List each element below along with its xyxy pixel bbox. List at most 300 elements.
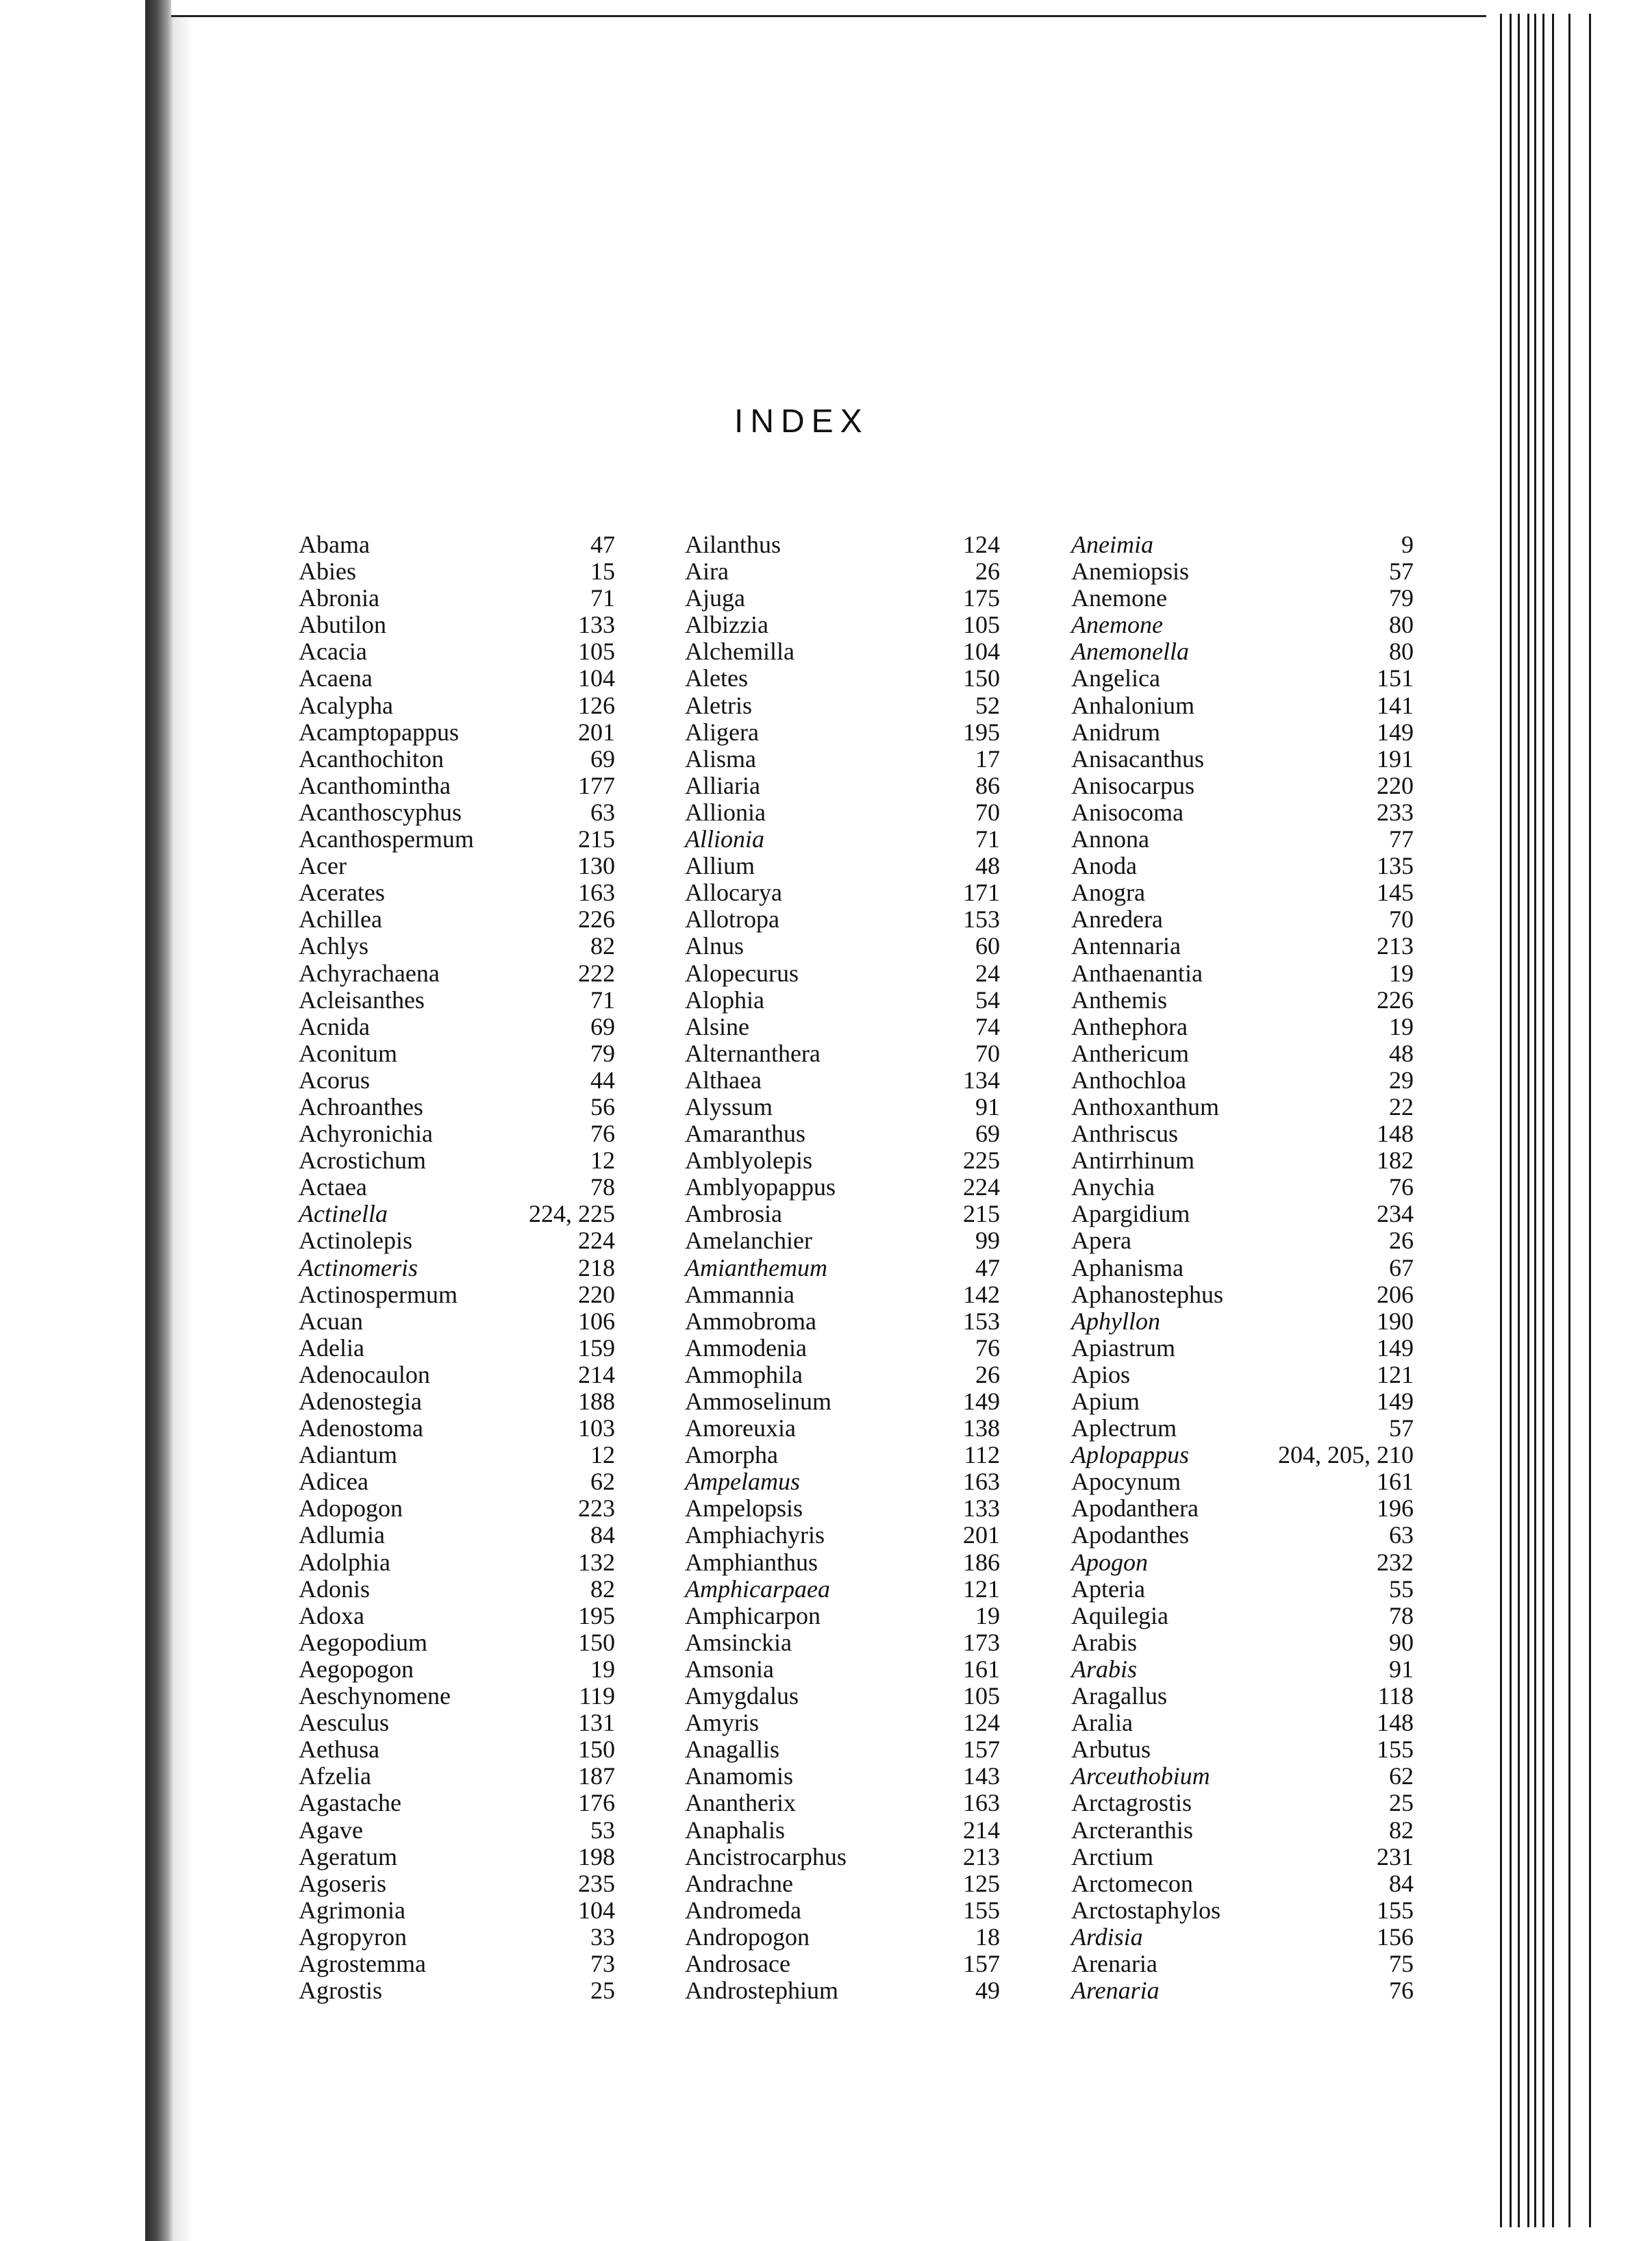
entry-name: Alchemilla	[685, 638, 794, 666]
entry-name: Adicea	[299, 1468, 368, 1496]
entry-name: Adenocaulon	[299, 1360, 430, 1388]
index-entry	[685, 1201, 1000, 1227]
index-entry	[1071, 1870, 1414, 1897]
entry-name: Adelia	[299, 1334, 364, 1362]
index-entry	[1071, 638, 1414, 665]
index-entry	[1071, 1415, 1414, 1442]
entry-name: Anemonella	[1071, 638, 1189, 666]
entry-page: 12	[590, 1441, 615, 1469]
entry-name: Ammophila	[685, 1360, 803, 1388]
entry-name: Apteria	[1071, 1575, 1145, 1603]
entry-name: Aira	[685, 558, 729, 586]
entry-name: Apiastrum	[1071, 1334, 1175, 1362]
entry-name: Aplopappus	[1071, 1441, 1190, 1469]
index-entry	[299, 1308, 615, 1335]
index-entry	[1071, 1227, 1414, 1254]
entry-page: 149	[963, 1388, 1000, 1415]
index-entry	[299, 1817, 615, 1844]
index-entry	[299, 746, 615, 773]
index-entry	[1071, 1067, 1414, 1094]
entry-page: 48	[1389, 1039, 1414, 1067]
entry-page: 49	[975, 1977, 1000, 2005]
entry-name: Allium	[685, 852, 755, 880]
entry-name: Ampelamus	[685, 1468, 800, 1496]
index-entry	[299, 1576, 615, 1603]
scan-shadow-left	[145, 0, 173, 2241]
index-entry	[685, 531, 1000, 558]
index-entry	[1071, 612, 1414, 638]
scan-gradient-left	[173, 0, 193, 2241]
index-column-2	[685, 531, 1000, 2004]
entry-name: Actinolepis	[299, 1227, 412, 1255]
entry-name: Aneimia	[1071, 531, 1153, 558]
entry-name: Amelanchier	[685, 1227, 812, 1255]
index-entry	[299, 1897, 615, 1924]
entry-page: 9	[1401, 531, 1414, 558]
entry-page: 201	[578, 718, 615, 746]
entry-name: Ampelopsis	[685, 1494, 803, 1523]
index-entry	[299, 1549, 615, 1576]
entry-name: Angelica	[1071, 664, 1160, 692]
index-entry	[685, 1495, 1000, 1522]
entry-name: Amygdalus	[685, 1682, 799, 1710]
entry-name: Allionia	[685, 798, 766, 826]
entry-page: 148	[1377, 1709, 1414, 1737]
index-entry	[685, 826, 1000, 853]
index-entry	[1071, 1549, 1414, 1576]
entry-page: 76	[975, 1334, 1000, 1362]
index-entry	[685, 1415, 1000, 1442]
index-entry	[299, 987, 615, 1014]
entry-page: 33	[590, 1923, 615, 1951]
index-entry	[685, 558, 1000, 585]
index-entry	[1071, 933, 1414, 960]
entry-page: 195	[963, 718, 1000, 746]
index-entry	[685, 1147, 1000, 1174]
entry-page: 26	[975, 558, 1000, 586]
entry-page: 126	[578, 691, 615, 719]
entry-name: Aralia	[1071, 1709, 1133, 1737]
entry-page: 145	[1377, 879, 1414, 907]
entry-page: 153	[963, 905, 1000, 934]
index-entry	[1071, 1495, 1414, 1522]
entry-page: 224	[963, 1173, 1000, 1201]
entry-page: 44	[590, 1066, 615, 1094]
index-entry	[299, 1040, 615, 1067]
index-entry	[299, 799, 615, 826]
index-entry	[685, 638, 1000, 665]
index-entry	[299, 1763, 615, 1790]
index-entry	[685, 585, 1000, 612]
entry-page: 19	[975, 1601, 1000, 1629]
index-entry	[685, 1763, 1000, 1790]
entry-page: 62	[590, 1468, 615, 1496]
index-entry	[1071, 1977, 1414, 2004]
index-entry	[1071, 1656, 1414, 1683]
entry-page: 231	[1377, 1842, 1414, 1870]
index-entry	[1071, 1040, 1414, 1067]
index-entry	[299, 773, 615, 799]
entry-name: Amblyopappus	[685, 1173, 836, 1201]
index-entry	[299, 1603, 615, 1629]
entry-page: 74	[975, 1012, 1000, 1040]
entry-page: 215	[963, 1200, 1000, 1228]
entry-page: 70	[975, 1039, 1000, 1067]
entry-page: 80	[1389, 611, 1414, 639]
entry-name: Aphyllon	[1071, 1307, 1160, 1335]
entry-page: 157	[963, 1949, 1000, 1977]
index-entry	[299, 1174, 615, 1201]
entry-page: 163	[963, 1468, 1000, 1496]
entry-page: 134	[963, 1066, 1000, 1094]
entry-page: 215	[578, 825, 615, 853]
index-entry	[1071, 1897, 1414, 1924]
index-entry	[1071, 826, 1414, 853]
index-entry	[1071, 719, 1414, 746]
index-entry	[299, 1951, 615, 1977]
index-entry	[1071, 906, 1414, 933]
entry-page: 157	[963, 1736, 1000, 1764]
entry-name: Arenaria	[1071, 1977, 1160, 2005]
entry-page: 84	[590, 1521, 615, 1549]
entry-page: 191	[1377, 744, 1414, 773]
entry-name: Anthochloa	[1071, 1066, 1186, 1094]
entry-name: Acanthospermum	[299, 825, 474, 853]
index-entry	[299, 826, 615, 853]
entry-page: 124	[963, 531, 1000, 558]
entry-page: 214	[963, 1816, 1000, 1844]
index-entry	[685, 665, 1000, 692]
entry-name: Acanthochiton	[299, 744, 444, 773]
index-entry	[1071, 665, 1414, 692]
index-entry	[1071, 1951, 1414, 1977]
entry-page: 19	[1389, 959, 1414, 987]
index-entry	[1071, 1014, 1414, 1040]
index-entry	[299, 558, 615, 585]
entry-page: 204, 205, 210	[1278, 1441, 1414, 1469]
entry-name: Anthephora	[1071, 1012, 1188, 1040]
entry-name: Anagallis	[685, 1736, 779, 1764]
entry-page: 105	[963, 1682, 1000, 1710]
entry-page: 188	[578, 1388, 615, 1415]
entry-name: Acanthoscyphus	[299, 798, 462, 826]
index-entry	[685, 1120, 1000, 1147]
entry-page: 195	[578, 1601, 615, 1629]
entry-page: 133	[578, 611, 615, 639]
index-entry	[1071, 1522, 1414, 1549]
entry-page: 78	[1389, 1601, 1414, 1629]
entry-page: 213	[963, 1842, 1000, 1870]
entry-page: 201	[963, 1521, 1000, 1549]
index-entry	[299, 1468, 615, 1495]
entry-name: Afzelia	[299, 1762, 371, 1790]
entry-name: Acrostichum	[299, 1147, 426, 1175]
entry-name: Arctostaphylos	[1071, 1896, 1221, 1924]
entry-name: Annona	[1071, 825, 1149, 853]
page-edge-top	[171, 0, 1486, 17]
entry-page: 142	[963, 1280, 1000, 1308]
index-entry	[1071, 1308, 1414, 1335]
entry-page: 62	[1389, 1762, 1414, 1790]
entry-page: 121	[963, 1575, 1000, 1603]
index-entry	[299, 719, 615, 746]
index-entry	[685, 1924, 1000, 1951]
entry-name: Acnida	[299, 1012, 370, 1040]
entry-name: Adlumia	[299, 1521, 385, 1549]
index-entry	[1071, 1790, 1414, 1816]
entry-page: 24	[975, 959, 1000, 987]
entry-name: Anantherix	[685, 1789, 796, 1817]
index-entry	[1071, 1442, 1414, 1468]
entry-page: 25	[590, 1977, 615, 2005]
entry-name: Antennaria	[1071, 932, 1181, 960]
entry-name: Aletes	[685, 664, 748, 692]
entry-page: 149	[1377, 1334, 1414, 1362]
index-entry	[1071, 1120, 1414, 1147]
entry-page: 214	[578, 1360, 615, 1388]
entry-name: Alyssum	[685, 1092, 773, 1120]
index-entry	[1071, 1174, 1414, 1201]
index-entry	[1071, 1683, 1414, 1710]
entry-name: Adolphia	[299, 1548, 390, 1576]
index-entry	[685, 746, 1000, 773]
index-entry	[685, 1040, 1000, 1067]
index-entry	[1071, 987, 1414, 1014]
entry-name: Anthericum	[1071, 1039, 1189, 1067]
entry-name: Allionia	[685, 825, 764, 853]
entry-page: 141	[1377, 691, 1414, 719]
entry-page: 69	[975, 1120, 1000, 1148]
entry-name: Anidrum	[1071, 718, 1160, 746]
entry-name: Aletris	[685, 691, 752, 719]
entry-name: Aesculus	[299, 1709, 389, 1737]
entry-page: 190	[1377, 1307, 1414, 1335]
index-entry	[299, 1629, 615, 1656]
entry-name: Anredera	[1071, 905, 1163, 934]
index-entry	[685, 1870, 1000, 1897]
entry-name: Arbutus	[1071, 1736, 1151, 1764]
entry-name: Alisma	[685, 744, 756, 773]
index-entry	[299, 1710, 615, 1736]
index-entry	[1071, 799, 1414, 826]
index-entry	[299, 906, 615, 933]
index-entry	[685, 1335, 1000, 1362]
index-entry	[685, 1442, 1000, 1468]
entry-name: Acanthomintha	[299, 771, 451, 799]
entry-name: Adenostoma	[299, 1414, 423, 1442]
index-entry	[1071, 585, 1414, 612]
page-edges-right	[1486, 0, 1652, 2241]
entry-page: 224	[578, 1227, 615, 1255]
entry-name: Abutilon	[299, 611, 387, 639]
entry-page: 15	[590, 558, 615, 586]
entry-page: 132	[578, 1548, 615, 1576]
entry-name: Anthemis	[1071, 986, 1167, 1014]
index-entry	[685, 1977, 1000, 2004]
entry-page: 234	[1377, 1200, 1414, 1228]
index-entry	[685, 987, 1000, 1014]
entry-name: Aplectrum	[1071, 1414, 1177, 1442]
index-entry	[299, 1736, 615, 1763]
index-entry	[685, 879, 1000, 906]
entry-page: 18	[975, 1923, 1000, 1951]
index-entry	[1071, 531, 1414, 558]
entry-name: Agrostis	[299, 1977, 383, 2005]
entry-page: 225	[963, 1147, 1000, 1175]
index-column-1	[299, 531, 615, 2004]
entry-page: 86	[975, 771, 1000, 799]
index-entry	[685, 1790, 1000, 1816]
entry-page: 106	[578, 1307, 615, 1335]
index-entry	[1071, 746, 1414, 773]
index-entry	[299, 1281, 615, 1308]
entry-name: Aquilegia	[1071, 1601, 1168, 1629]
entry-name: Apera	[1071, 1227, 1131, 1255]
entry-name: Amaranthus	[685, 1120, 805, 1148]
entry-name: Antirrhinum	[1071, 1147, 1194, 1175]
index-entry	[685, 1468, 1000, 1495]
index-entry	[1071, 1576, 1414, 1603]
entry-page: 171	[963, 879, 1000, 907]
entry-page: 159	[578, 1334, 615, 1362]
index-entry	[299, 1924, 615, 1951]
entry-page: 80	[1389, 638, 1414, 666]
entry-name: Amphiachyris	[685, 1521, 825, 1549]
entry-name: Amsonia	[685, 1655, 774, 1683]
index-entry	[1071, 1335, 1414, 1362]
index-entry	[685, 1014, 1000, 1040]
index-entry	[299, 1388, 615, 1415]
entry-page: 125	[963, 1869, 1000, 1897]
entry-page: 76	[1389, 1173, 1414, 1201]
entry-page: 177	[578, 771, 615, 799]
index-entry	[685, 906, 1000, 933]
entry-name: Apodanthera	[1071, 1494, 1199, 1523]
entry-name: Actinella	[299, 1200, 388, 1228]
entry-page: 29	[1389, 1066, 1414, 1094]
entry-name: Apodanthes	[1071, 1521, 1189, 1549]
entry-name: Aphanostephus	[1071, 1280, 1223, 1308]
entry-name: Arcteranthis	[1071, 1816, 1193, 1844]
index-entry	[1071, 1281, 1414, 1308]
index-entry	[1071, 853, 1414, 879]
index-entry	[685, 1683, 1000, 1710]
entry-page: 150	[963, 664, 1000, 692]
entry-page: 84	[1389, 1869, 1414, 1897]
entry-page: 75	[1389, 1949, 1414, 1977]
entry-page: 112	[964, 1441, 1000, 1469]
entry-name: Abies	[299, 558, 356, 586]
index-entry	[1071, 1736, 1414, 1763]
entry-name: Arctomecon	[1071, 1869, 1193, 1897]
index-entry	[299, 1495, 615, 1522]
entry-name: Anychia	[1071, 1173, 1155, 1201]
entry-page: 67	[1389, 1253, 1414, 1281]
index-entry	[685, 692, 1000, 719]
entry-name: Aeschynomene	[299, 1682, 451, 1710]
entry-page: 82	[590, 932, 615, 960]
entry-name: Abronia	[299, 584, 379, 612]
entry-name: Androstephium	[685, 1977, 838, 2005]
entry-name: Achillea	[299, 905, 382, 934]
entry-name: Aegopodium	[299, 1628, 427, 1656]
index-entry	[299, 1656, 615, 1683]
index-entry	[299, 933, 615, 960]
entry-page: 149	[1377, 718, 1414, 746]
index-entry	[299, 692, 615, 719]
entry-page: 198	[578, 1842, 615, 1870]
entry-name: Amphicarpaea	[685, 1575, 830, 1603]
entry-name: Arctagrostis	[1071, 1789, 1192, 1817]
entry-name: Acuan	[299, 1307, 363, 1335]
entry-name: Adopogon	[299, 1494, 403, 1523]
entry-name: Anthriscus	[1071, 1120, 1178, 1148]
entry-page: 232	[1377, 1548, 1414, 1576]
entry-page: 47	[975, 1253, 1000, 1281]
entry-page: 143	[963, 1762, 1000, 1790]
entry-page: 82	[1389, 1816, 1414, 1844]
index-entry	[299, 1977, 615, 2004]
index-entry	[685, 773, 1000, 799]
entry-name: Apocynum	[1071, 1468, 1181, 1496]
entry-name: Adonis	[299, 1575, 371, 1603]
entry-name: Ancistrocarphus	[685, 1842, 847, 1870]
entry-name: Amphicarpon	[685, 1601, 821, 1629]
entry-page: 163	[578, 879, 615, 907]
entry-page: 57	[1389, 1414, 1414, 1442]
entry-page: 176	[578, 1789, 615, 1817]
page-title: INDEX	[734, 403, 869, 440]
entry-name: Arabis	[1071, 1655, 1138, 1683]
entry-page: 69	[590, 744, 615, 773]
entry-name: Apium	[1071, 1388, 1140, 1415]
index-entry	[1071, 960, 1414, 987]
entry-name: Andropogon	[685, 1923, 810, 1951]
index-entry	[299, 1201, 615, 1227]
entry-name: Amianthemum	[685, 1253, 827, 1281]
index-entry	[685, 612, 1000, 638]
entry-page: 118	[1377, 1682, 1414, 1710]
entry-name: Agrimonia	[299, 1896, 405, 1924]
entry-name: Alsine	[685, 1012, 749, 1040]
entry-page: 133	[963, 1494, 1000, 1523]
entry-name: Adoxa	[299, 1601, 364, 1629]
index-entry	[299, 1870, 615, 1897]
entry-page: 47	[590, 531, 615, 558]
index-entry	[1071, 692, 1414, 719]
entry-name: Agastache	[299, 1789, 401, 1817]
entry-page: 235	[578, 1869, 615, 1897]
index-entry	[299, 531, 615, 558]
entry-page: 182	[1377, 1147, 1414, 1175]
entry-name: Actinospermum	[299, 1280, 458, 1308]
index-entry	[299, 1147, 615, 1174]
index-entry	[299, 1442, 615, 1468]
index-entry	[299, 1227, 615, 1254]
index-entry	[299, 1014, 615, 1040]
entry-page: 56	[590, 1092, 615, 1120]
entry-page: 124	[963, 1709, 1000, 1737]
index-entry	[685, 799, 1000, 826]
entry-name: Allocarya	[685, 879, 782, 907]
entry-name: Allotropa	[685, 905, 779, 934]
entry-page: 121	[1377, 1360, 1414, 1388]
entry-name: Ajuga	[685, 584, 745, 612]
entry-page: 25	[1389, 1789, 1414, 1817]
index-entry	[685, 719, 1000, 746]
entry-name: Alnus	[685, 932, 744, 960]
entry-name: Andrachne	[685, 1869, 793, 1897]
